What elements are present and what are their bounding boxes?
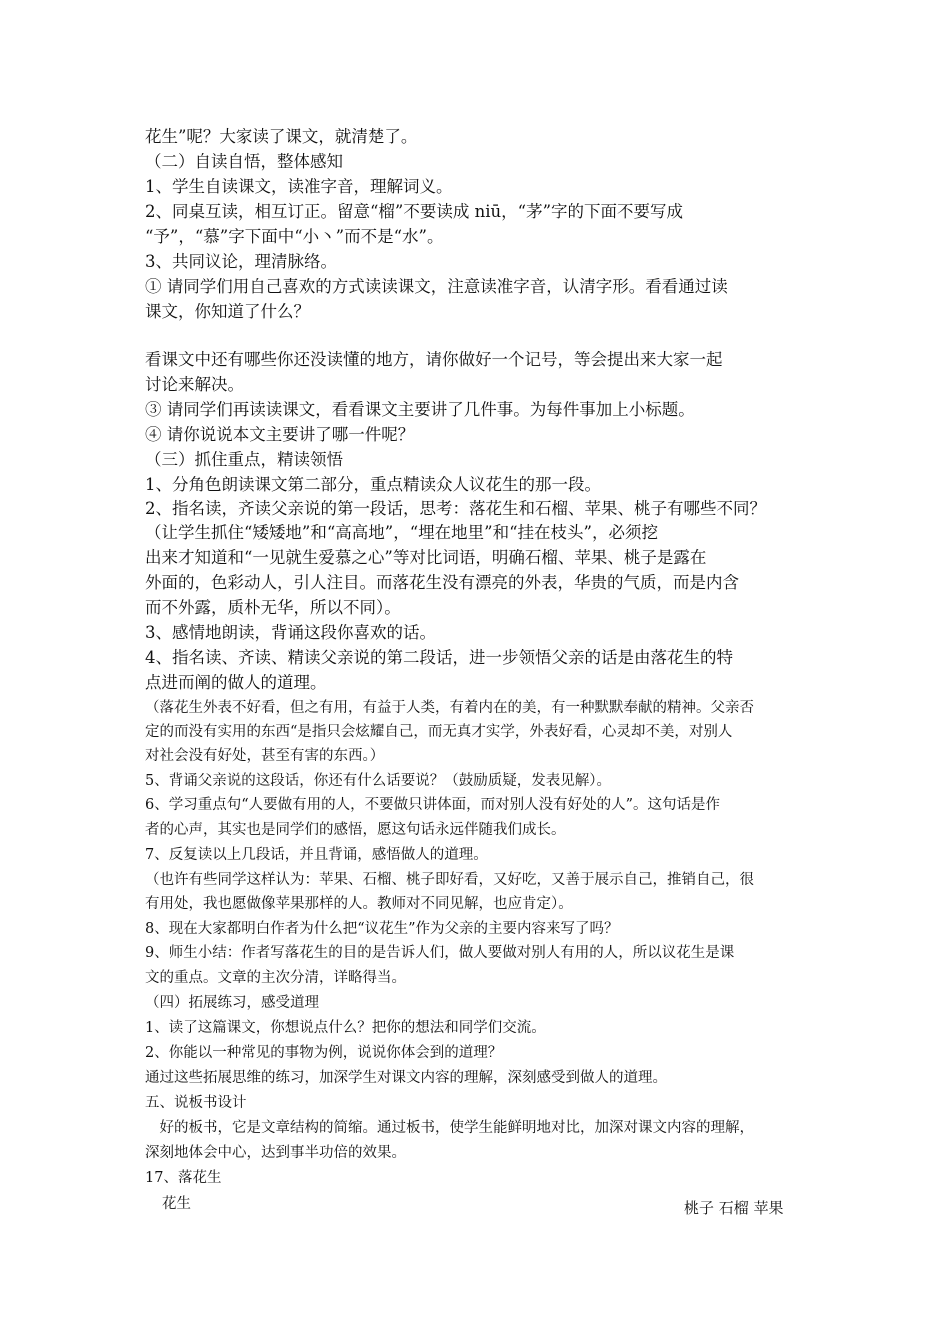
text-line: 有用处，我也愿做像苹果那样的人。教师对不同见解，也应肯定）。: [145, 896, 573, 912]
text-line: 定的而没有实用的东西“是指只会炫耀自己，而无真才实学，外表好看，心灵却不美，对别人: [145, 724, 733, 740]
section-heading: （四）拓展练习，感受道理: [145, 995, 319, 1011]
text-line: 2、同桌互读，相互订正。留意“榴”不要读成 niū，“茅”字的下面不要写成: [145, 202, 684, 221]
text-line: 出来才知道和“一见就生爱慕之心”等对比词语，明确石榴、苹果、桃子是露在: [145, 548, 707, 567]
text-line: 9、师生小结：作者写落花生的目的是告诉人们，做人要做对别人有用的人，所以议花生是课: [145, 945, 735, 961]
board-left-item: 花生: [162, 1196, 191, 1212]
board-right-items: 桃子 石榴 苹果: [684, 1199, 784, 1217]
text-line: 外面的，色彩动人，引人注目。而落花生没有漂亮的外表，华贵的气质，而是内含: [145, 573, 739, 592]
text-line: （让学生抓住“矮矮地”和“高高地”，“埋在地里”和“挂在枝头”，必须挖: [145, 523, 658, 542]
text-line: 课文，你知道了什么？: [145, 302, 310, 321]
text-line: 5、背诵父亲说的这段话，你还有什么话要说？（鼓励质疑，发表见解）。: [145, 773, 611, 789]
section-heading: （二）自读自悟，整体感知: [145, 152, 343, 171]
text-line: 1、读了这篇课文，你想说点什么？把你的想法和同学们交流。: [145, 1020, 546, 1036]
text-line: 7、反复读以上几段话，并且背诵，感悟做人的道理。: [145, 847, 488, 863]
text-line: “予”，“慕”字下面中“小丶”而不是“水”。: [145, 227, 444, 246]
text-line: 8、现在大家都明白作者为什么把“议花生”作为父亲的主要内容来写了吗？: [145, 921, 619, 937]
text-line: 点进而阐的做人的道理。: [145, 673, 327, 692]
text-line: 文的重点。文章的主次分清，详略得当。: [145, 970, 406, 986]
text-line: 好的板书，它是文章结构的简缩。通过板书，使学生能鲜明地对比，加深对课文内容的理解，: [145, 1120, 754, 1136]
text-line: （也许有些同学这样认为：苹果、石榴、桃子即好看，又好吃，又善于展示自己，推销自己，很: [145, 872, 754, 888]
text-line: ① 请同学们用自己喜欢的方式读读课文，注意读准字音，认清字形。看看通过读: [145, 277, 728, 296]
text-line: 深刻地体会中心，达到事半功倍的效果。: [145, 1145, 406, 1161]
text-line: 讨论来解决。: [145, 375, 244, 394]
section-heading: 五、说板书设计: [145, 1095, 247, 1111]
text-line: ④ 请你说说本文主要讲了哪一件呢？: [145, 425, 415, 444]
section-heading: （三）抓住重点，精读领悟: [145, 450, 343, 469]
text-line: 3、感情地朗读，背诵这段你喜欢的话。: [145, 623, 436, 642]
text-line: 花生”呢？大家读了课文，就清楚了。: [145, 127, 418, 146]
text-line: 1、分角色朗读课文第二部分，重点精读众人议花生的那一段。: [145, 475, 601, 494]
text-line: 2、你能以一种常见的事物为例，说说你体会到的道理？: [145, 1045, 503, 1061]
text-line: 4、指名读、齐读、精读父亲说的第二段话，进一步领悟父亲的话是由落花生的特: [145, 648, 733, 667]
text-line: 1、学生自读课文，读准字音，理解词义。: [145, 177, 453, 196]
text-line: 通过这些拓展思维的练习，加深学生对课文内容的理解，深刻感受到做人的道理。: [145, 1070, 667, 1086]
lesson-title: 17、落花生: [145, 1170, 222, 1186]
text-line: 而不外露，质朴无华，所以不同）。: [145, 598, 401, 617]
text-line: 对社会没有好处，甚至有害的东西。）: [145, 748, 385, 764]
text-line: （落花生外表不好看，但之有用，有益于人类，有着内在的美，有一种默默奉献的精神。父亲否: [145, 700, 754, 716]
text-line: ③ 请同学们再读读课文，看看课文主要讲了几件事。为每件事加上小标题。: [145, 400, 695, 419]
text-line: 6、学习重点句“人要做有用的人，不要做只讲体面，而对别人没有好处的人”。这句话是作: [145, 797, 721, 813]
text-line: 看课文中还有哪些你还没读懂的地方，请你做好一个记号，等会提出来大家一起: [145, 350, 723, 369]
text-line: 者的心声，其实也是同学们的感悟，愿这句话永远伴随我们成长。: [145, 822, 566, 838]
text-line: 3、共同议论，理清脉络。: [145, 252, 337, 271]
text-line: 2、指名读，齐读父亲说的第一段话，思考：落花生和石榴、苹果、桃子有哪些不同？: [145, 499, 766, 518]
